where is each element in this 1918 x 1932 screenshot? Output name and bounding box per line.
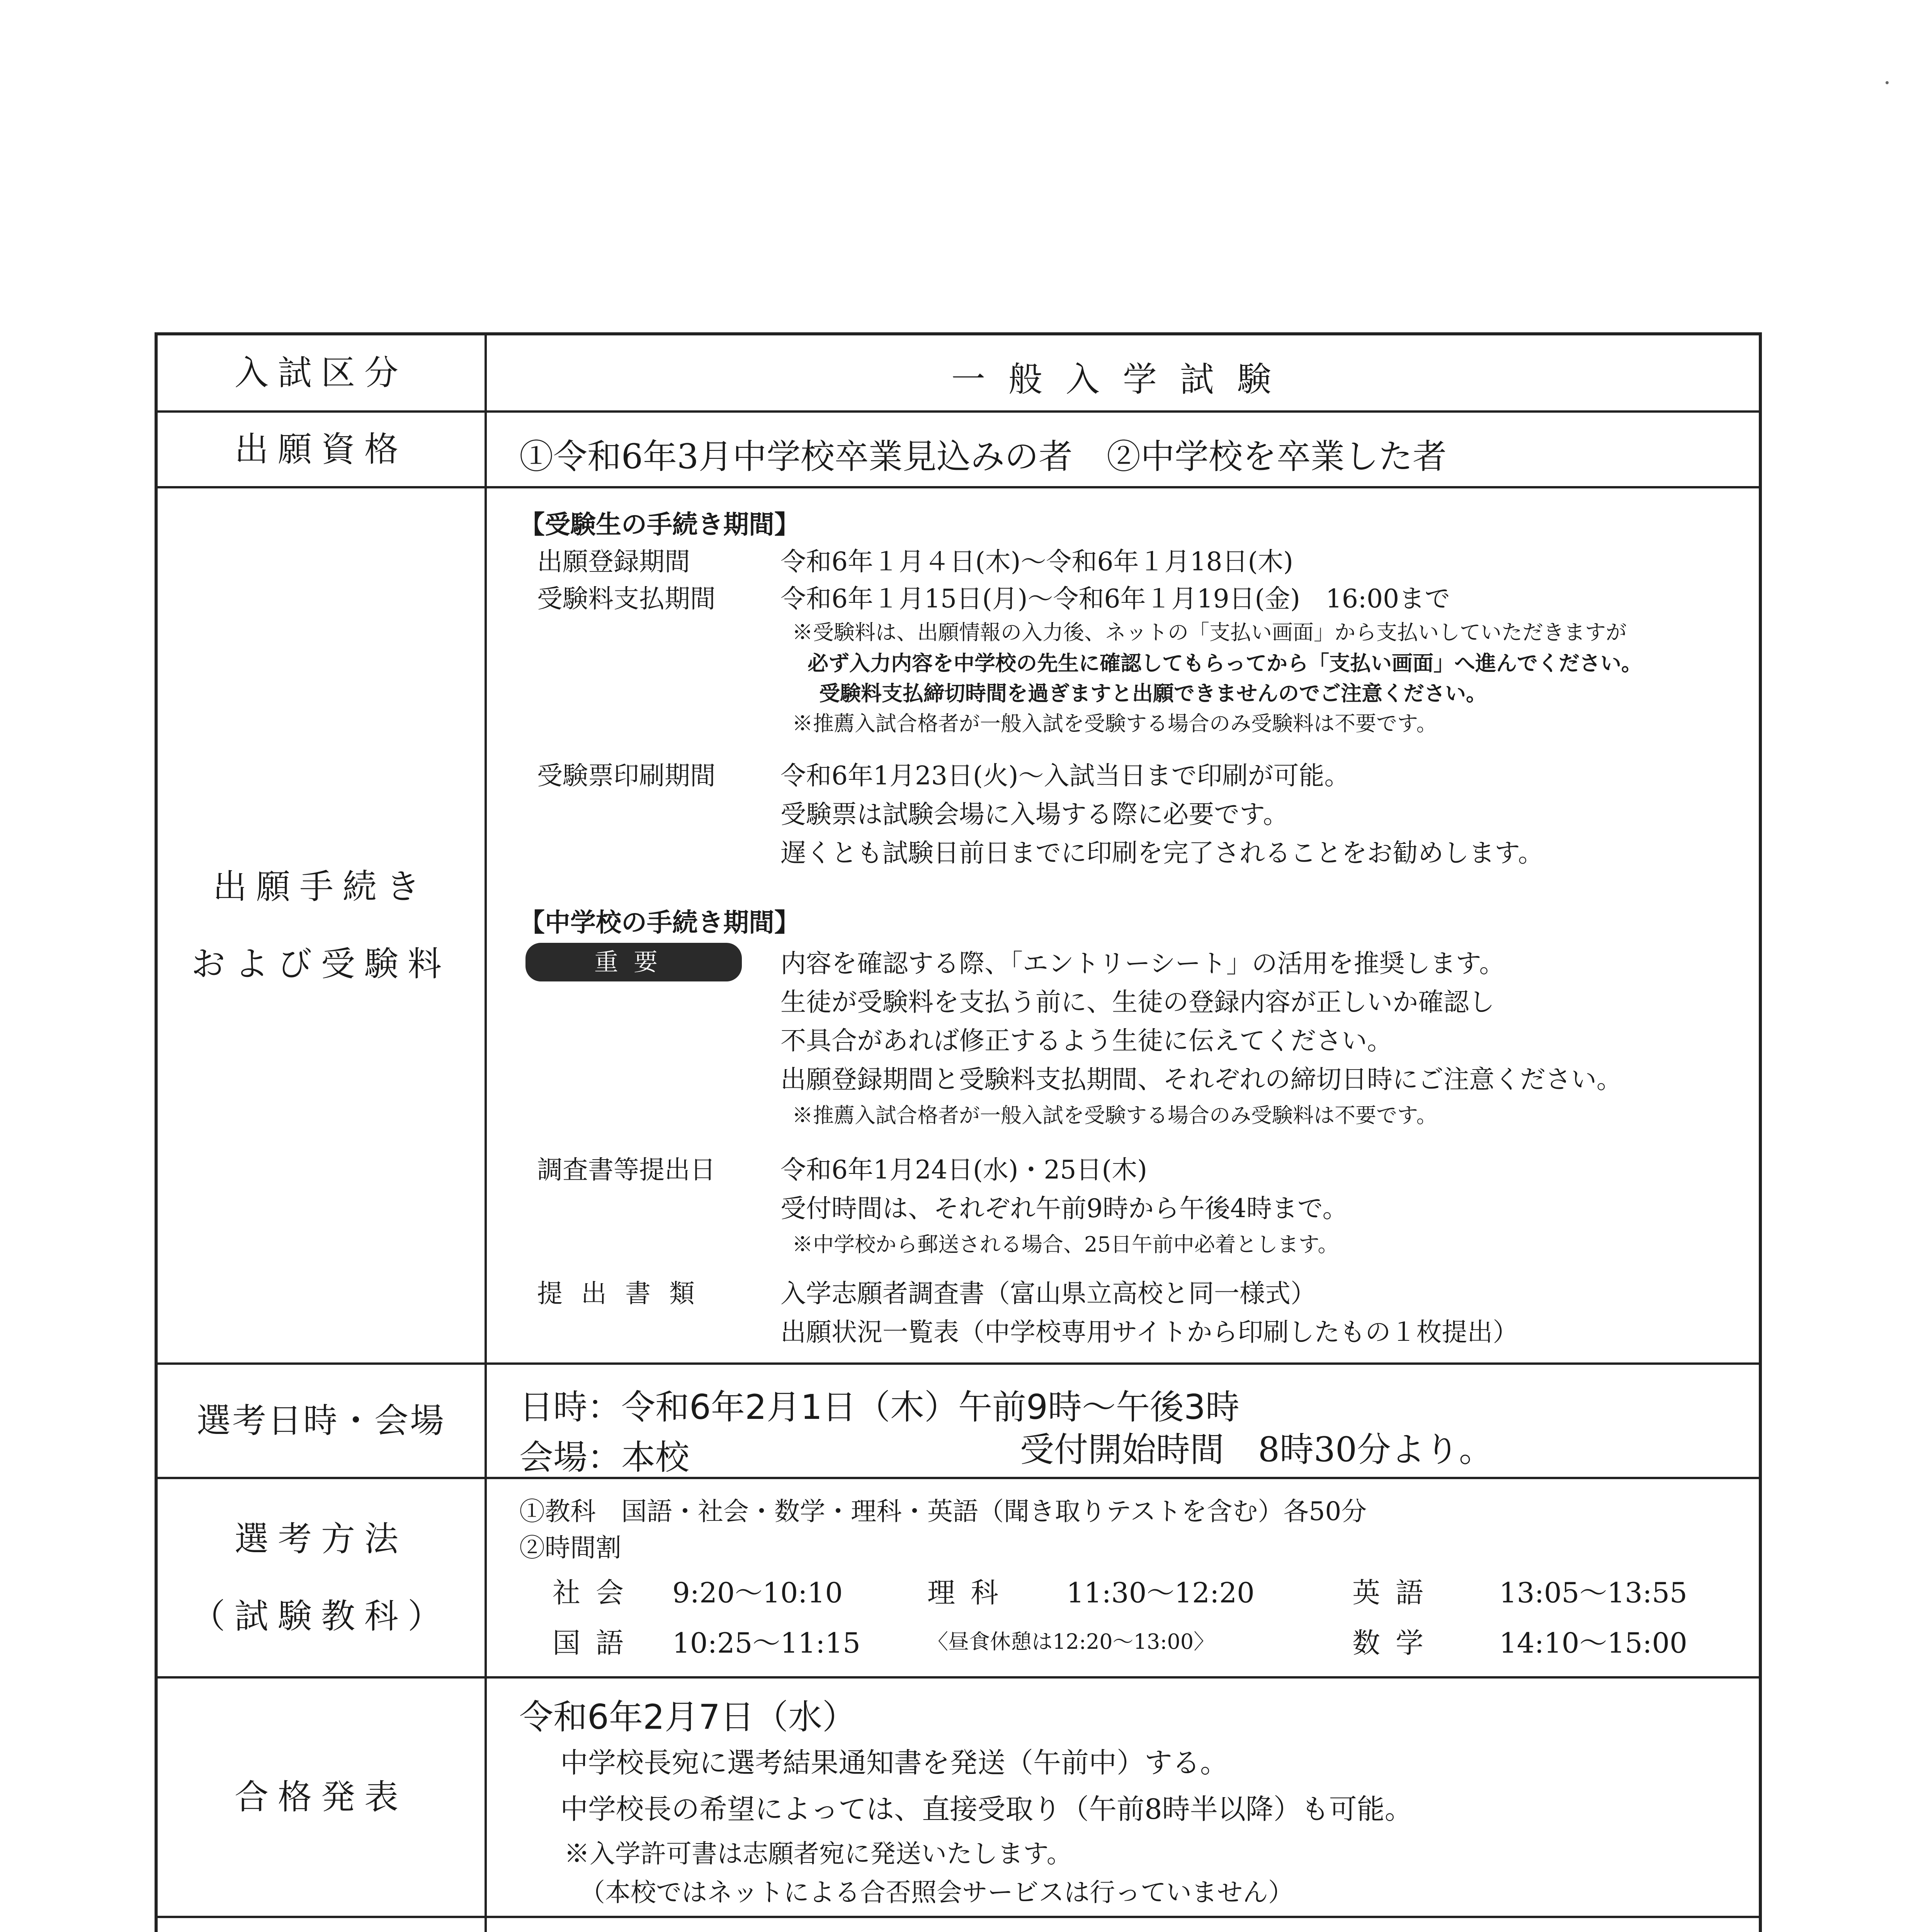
- row-head: 出願手続き および受験料: [158, 488, 487, 1362]
- row-selection-method: [158, 1479, 1759, 1679]
- doc-value: 出願状況一覧表（中学校専用サイトから印刷したもの１枚提出）: [780, 1317, 1518, 1347]
- school-text: 出願登録期間と受験料支払期間、それぞれの締切日時にご注意ください。: [780, 1065, 1622, 1094]
- pay-note: ※推薦入試合格者が一般入試を受験する場合のみ受験料は不要です。: [792, 711, 1437, 736]
- doc-date-note: ※中学校から郵送される場合、25日午前中必着とします。: [792, 1232, 1339, 1257]
- lunch-break: 〈昼食休憩は12:20～13:00〉: [927, 1629, 1215, 1654]
- reg-value: 令和6年１月４日(木)～令和6年１月18日(木): [780, 547, 1293, 577]
- row-exam-category: [158, 335, 1759, 413]
- reception-start: 受付開始時間 8時30分より。: [1020, 1430, 1493, 1469]
- school-text: 生徒が受験料を支払う前に、生徒の登録内容が正しいか確認し: [780, 987, 1495, 1017]
- pay-note: 必ず入力内容を中学校の先生に確認してもらってから「支払い画面」へ進んでください。: [808, 651, 1642, 675]
- row-body: [487, 335, 1759, 410]
- row-body: [487, 1479, 1759, 1676]
- row-body: [487, 1679, 1759, 1916]
- important-badge: 重要: [525, 943, 742, 981]
- student-period-title: 【受験生の手続き期間】: [519, 510, 800, 539]
- timetable-title: ②時間割: [519, 1533, 621, 1563]
- result-note: ※入学許可書は志願者宛に発送いたします。: [564, 1839, 1072, 1869]
- school-note: ※推薦入試合格者が一般入試を受験する場合のみ受験料は不要です。: [792, 1103, 1437, 1128]
- row-head: 選考方法 （試験教科）: [158, 1479, 487, 1676]
- row-body: [487, 1918, 1759, 1932]
- subjects: ①教科 国語・社会・数学・理科・英語（聞き取りテストを含む）各50分: [519, 1497, 1367, 1526]
- time-social: 9:20～10:10: [672, 1577, 843, 1609]
- subject-social: 社会: [553, 1577, 639, 1609]
- row-head: 入試区分: [158, 335, 487, 410]
- school-text: 不具合があれば修正するよう生徒に伝えてください。: [780, 1026, 1393, 1056]
- row-exam-datetime: [158, 1365, 1759, 1479]
- exam-type: 一般入学試験: [951, 359, 1294, 399]
- doc-date-label: 調査書等提出日: [537, 1155, 716, 1185]
- exam-venue: 会場：本校: [519, 1437, 690, 1477]
- pay-note: ※受験料は、出願情報の入力後、ネットの「支払い画面」から支払いしていただきますが: [792, 620, 1627, 645]
- result-text: 中学校長宛に選考結果通知書を発送（午前中）する。: [560, 1747, 1228, 1779]
- row-head: 選考日時・会場: [158, 1365, 487, 1477]
- scan-speck: [1886, 81, 1889, 84]
- time-japanese: 10:25～11:15: [672, 1627, 860, 1659]
- time-science: 11:30～12:20: [1066, 1577, 1255, 1609]
- row-body: [487, 488, 1759, 1362]
- print-label: 受験票印刷期間: [537, 761, 716, 791]
- eligibility-text: ①令和6年3月中学校卒業見込みの者 ②中学校を卒業した者: [519, 437, 1447, 476]
- row-results: [158, 1679, 1759, 1918]
- result-text: 中学校長の希望によっては、直接受取り（午前8時半以降）も可能。: [560, 1793, 1413, 1825]
- row-head: [158, 1918, 487, 1932]
- doc-label: 提出書類: [537, 1279, 713, 1308]
- admission-info-table: [155, 332, 1762, 1932]
- doc-value: 入学志願者調査書（富山県立高校と同一様式）: [780, 1279, 1316, 1308]
- pay-note: 受験料支払締切時間を過ぎますと出願できませんのでご注意ください。: [819, 681, 1487, 706]
- print-value: 令和6年1月23日(火)～入試当日まで印刷が可能。: [780, 761, 1350, 791]
- pay-label: 受験料支払期間: [537, 584, 716, 614]
- subject-math: 数学: [1352, 1627, 1439, 1659]
- school-period-title: 【中学校の手続き期間】: [519, 908, 800, 937]
- row-body: [487, 1365, 1759, 1477]
- pay-value: 令和6年１月15日(月)～令和6年１月19日(金) 16:00まで: [780, 584, 1450, 614]
- row-head: 出願資格: [158, 413, 487, 486]
- doc-date-value: 受付時間は、それぞれ午前9時から午後4時まで。: [780, 1194, 1348, 1223]
- reg-label: 出願登録期間: [537, 547, 690, 577]
- exam-datetime: 日時：令和6年2月1日（木）午前9時～午後3時: [519, 1387, 1240, 1427]
- time-math: 14:10～15:00: [1499, 1627, 1687, 1659]
- subject-science: 理科: [927, 1577, 1014, 1609]
- subject-japanese: 国語: [553, 1627, 639, 1659]
- print-value: 受験票は試験会場に入場する際に必要です。: [780, 799, 1289, 829]
- subject-english: 英語: [1352, 1577, 1439, 1609]
- row-body: [487, 413, 1759, 486]
- result-note: （本校ではネットによる合否照会サービスは行っていません）: [580, 1878, 1294, 1907]
- row-eligibility: [158, 413, 1759, 488]
- print-value: 遅くとも試験日前日までに印刷を完了されることをお勧めします。: [780, 838, 1544, 868]
- row-application-procedure: [158, 488, 1759, 1365]
- school-text: 内容を確認する際、「エントリーシート」の活用を推奨します。: [780, 949, 1505, 978]
- doc-date-value: 令和6年1月24日(水)・25日(木): [780, 1155, 1147, 1185]
- row-head: 合格発表: [158, 1679, 487, 1916]
- row-enrollment-procedure: [158, 1918, 1759, 1932]
- time-english: 13:05～13:55: [1499, 1577, 1687, 1609]
- result-date: 令和6年2月7日（水）: [519, 1697, 856, 1737]
